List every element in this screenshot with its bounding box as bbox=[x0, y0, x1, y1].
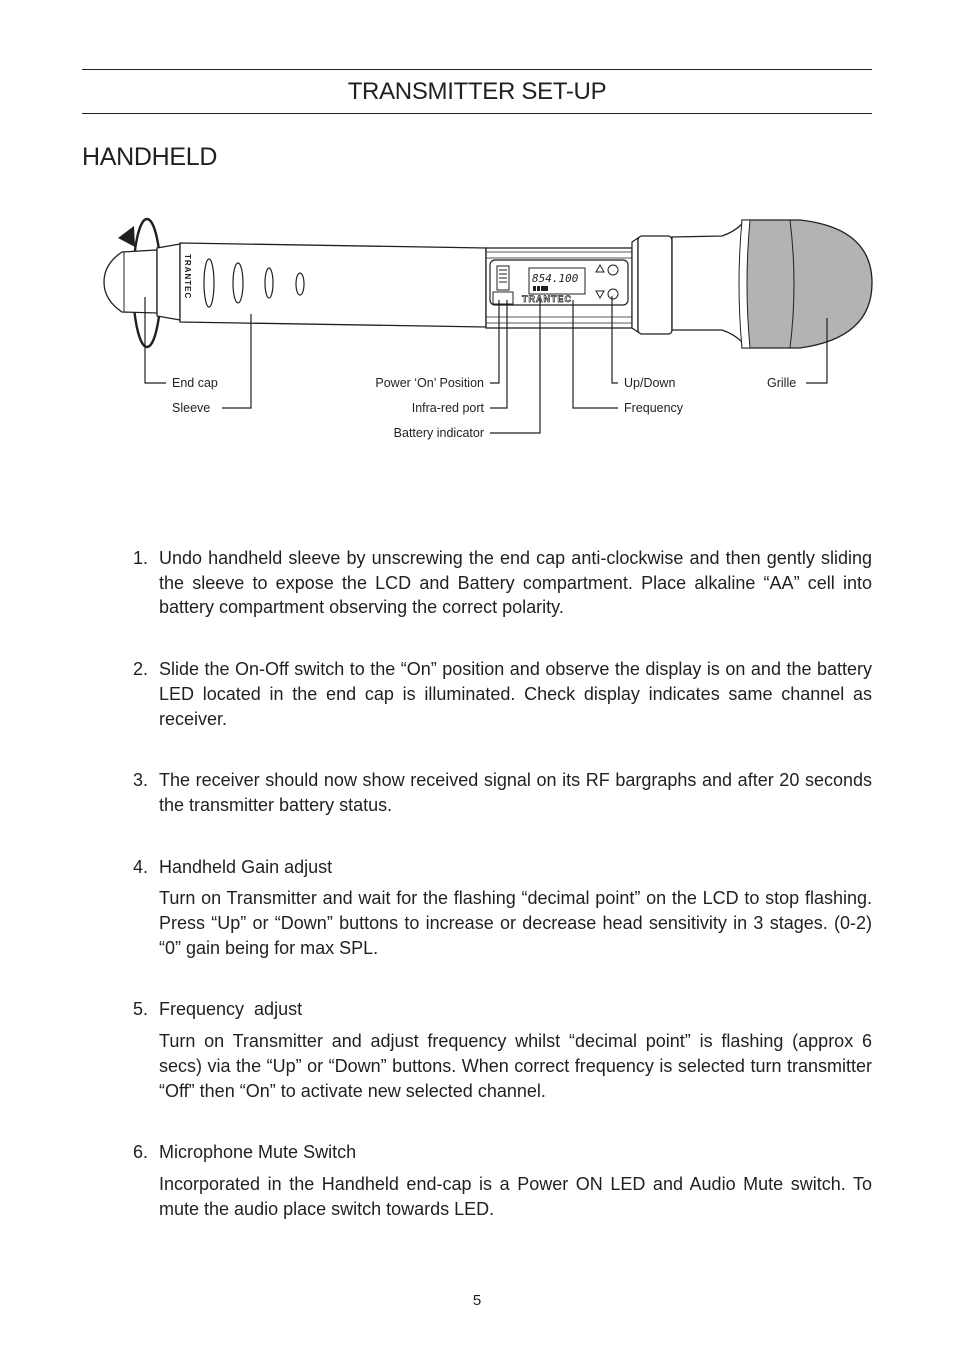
transmitter-body bbox=[486, 248, 632, 328]
step-2 bbox=[133, 657, 872, 731]
page-number: 5 bbox=[472, 1292, 482, 1309]
end-cap bbox=[104, 244, 180, 320]
callout-battery-indicator: Battery indicator bbox=[393, 426, 484, 440]
callout-up-down: Up/Down bbox=[624, 376, 676, 390]
step-number: 2. bbox=[133, 659, 149, 680]
step-5 bbox=[133, 997, 872, 1103]
step-number: 5. bbox=[133, 999, 149, 1020]
sleeve bbox=[180, 243, 486, 327]
step-text: Incorporated in the Handheld end-cap is a Power ON LED and Audio Mute switch. To mute the audio place switch towards LED. bbox=[159, 1173, 872, 1219]
section-title: TRANSMITTER SET-UP bbox=[347, 78, 607, 105]
step-3 bbox=[133, 768, 872, 817]
callout-power-on-position: Power ‘On’ Position bbox=[375, 376, 484, 390]
callout-sleeve: Sleeve bbox=[172, 401, 211, 415]
microphone-head bbox=[632, 224, 742, 342]
step-text: Turn on Transmitter and wait for the flashing “decimal point” on the LCD to stop flashing. Press “Up” or “Down” buttons to increase or decrease head sensitivity in 3 stages. (0-2) “0” gain being for max SPL. bbox=[159, 888, 872, 958]
step-text: The receiver should now show received signal on its RF bargraphs and after 20 seconds the transmitter battery status. bbox=[159, 770, 872, 815]
step-6 bbox=[133, 1140, 872, 1221]
step-number: 6. bbox=[133, 1142, 149, 1163]
step-text: Slide the On-Off switch to the “On” position and observe the display is on and the battery LED located in the end cap is illuminated. Check display indicates same channel as receiver. bbox=[159, 659, 872, 729]
subsection-title: HANDHELD bbox=[82, 143, 218, 171]
step-heading: Microphone Mute Switch bbox=[159, 1142, 357, 1163]
lcd-frequency-readout: 854.100 bbox=[532, 272, 579, 285]
body-brand-text: TRANTEC bbox=[522, 294, 572, 304]
power-switch bbox=[493, 292, 513, 304]
callout-infrared-port: Infra-red port bbox=[411, 401, 484, 415]
grille bbox=[739, 220, 872, 348]
down-button bbox=[608, 289, 618, 299]
step-text: Turn on Transmitter and adjust frequency whilst “decimal point” is flashing (approx 6 secs) via the “Up” or “Down” buttons. When correct frequency is selected turn transmitter “Off” then “On” to activate new selected channel. bbox=[159, 1031, 872, 1101]
step-4 bbox=[133, 855, 872, 961]
callout-frequency: Frequency bbox=[624, 401, 684, 415]
handheld-microphone-diagram bbox=[0, 200, 954, 460]
setup-steps-list bbox=[133, 546, 872, 1258]
step-number: 3. bbox=[133, 770, 149, 791]
top-rule bbox=[82, 69, 872, 70]
step-number: 4. bbox=[133, 856, 149, 877]
step-1 bbox=[133, 546, 872, 620]
step-text: Undo handheld sleeve by unscrewing the end cap anti-clockwise and then gently sliding the sleeve to expose the LCD and Battery compartment. Place alkaline “AA” cell into battery compartment observing the correct polarity. bbox=[159, 548, 872, 618]
sleeve-brand-text: TRANTEC bbox=[183, 254, 192, 300]
step-heading: Handheld Gain adjust bbox=[159, 856, 333, 877]
up-button bbox=[608, 265, 618, 275]
title-underline-rule bbox=[82, 113, 872, 114]
callout-end-cap: End cap bbox=[172, 376, 218, 390]
callout-grille: Grille bbox=[767, 376, 797, 390]
step-heading: Frequency adjust bbox=[159, 999, 303, 1020]
step-number: 1. bbox=[133, 548, 149, 568]
